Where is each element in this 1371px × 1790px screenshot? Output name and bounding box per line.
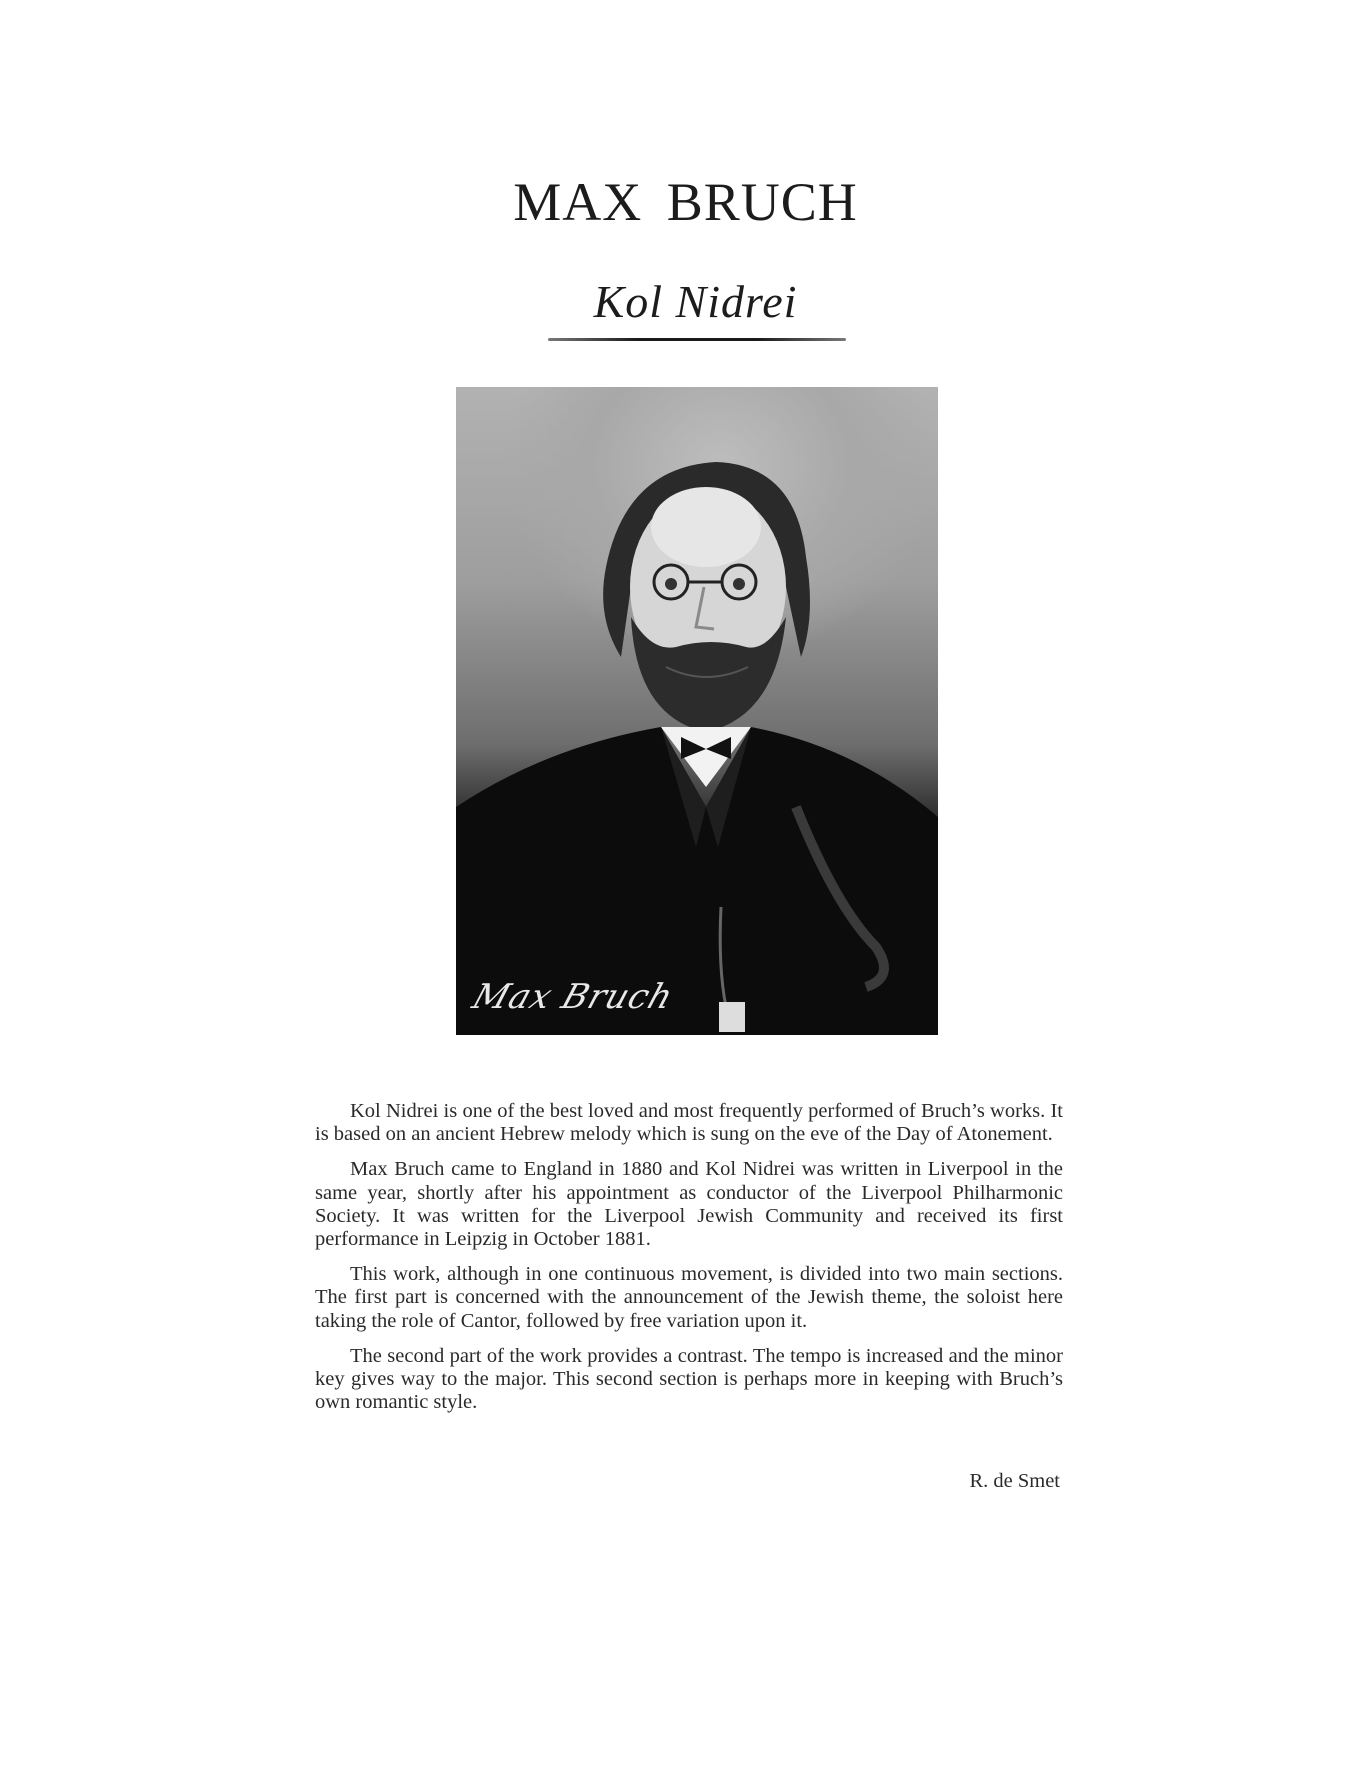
portrait-illustration <box>456 387 938 1035</box>
page-title: MAX BRUCH <box>513 172 858 232</box>
body-text <box>315 1100 1063 1426</box>
paragraph: Max Bruch came to England in 1880 and Kol Nidrei was written in Liverpool in the same year, shortly after his appointment as conductor of the Liverpool Philharmonic Society. It was written for the Liverpool Jewish Community and received its first performance in Leipzig in October 1881. <box>315 1158 1063 1251</box>
paragraph: Kol Nidrei is one of the best loved and most frequently performed of Bruch’s works. It is based on an ancient Hebrew melody which is sung on the eve of the Day of Atonement. <box>315 1100 1063 1146</box>
paragraph: This work, although in one continuous movement, is divided into two main sections. The first part is concerned with the announcement of the Jewish theme, the soloist here taking the role of Cantor, followed by free variation upon it. <box>315 1263 1063 1332</box>
author-attribution: R. de Smet <box>969 1470 1060 1492</box>
title-underline <box>548 338 846 341</box>
photo-signature: Max Bruch <box>467 977 679 1017</box>
page-subtitle: Kol Nidrei <box>593 276 798 327</box>
portrait-photo <box>456 387 938 1035</box>
paragraph: The second part of the work provides a contrast. The tempo is increased and the minor key gives way to the major. This second section is perhaps more in keeping with Bruch’s own romantic style. <box>315 1344 1063 1414</box>
